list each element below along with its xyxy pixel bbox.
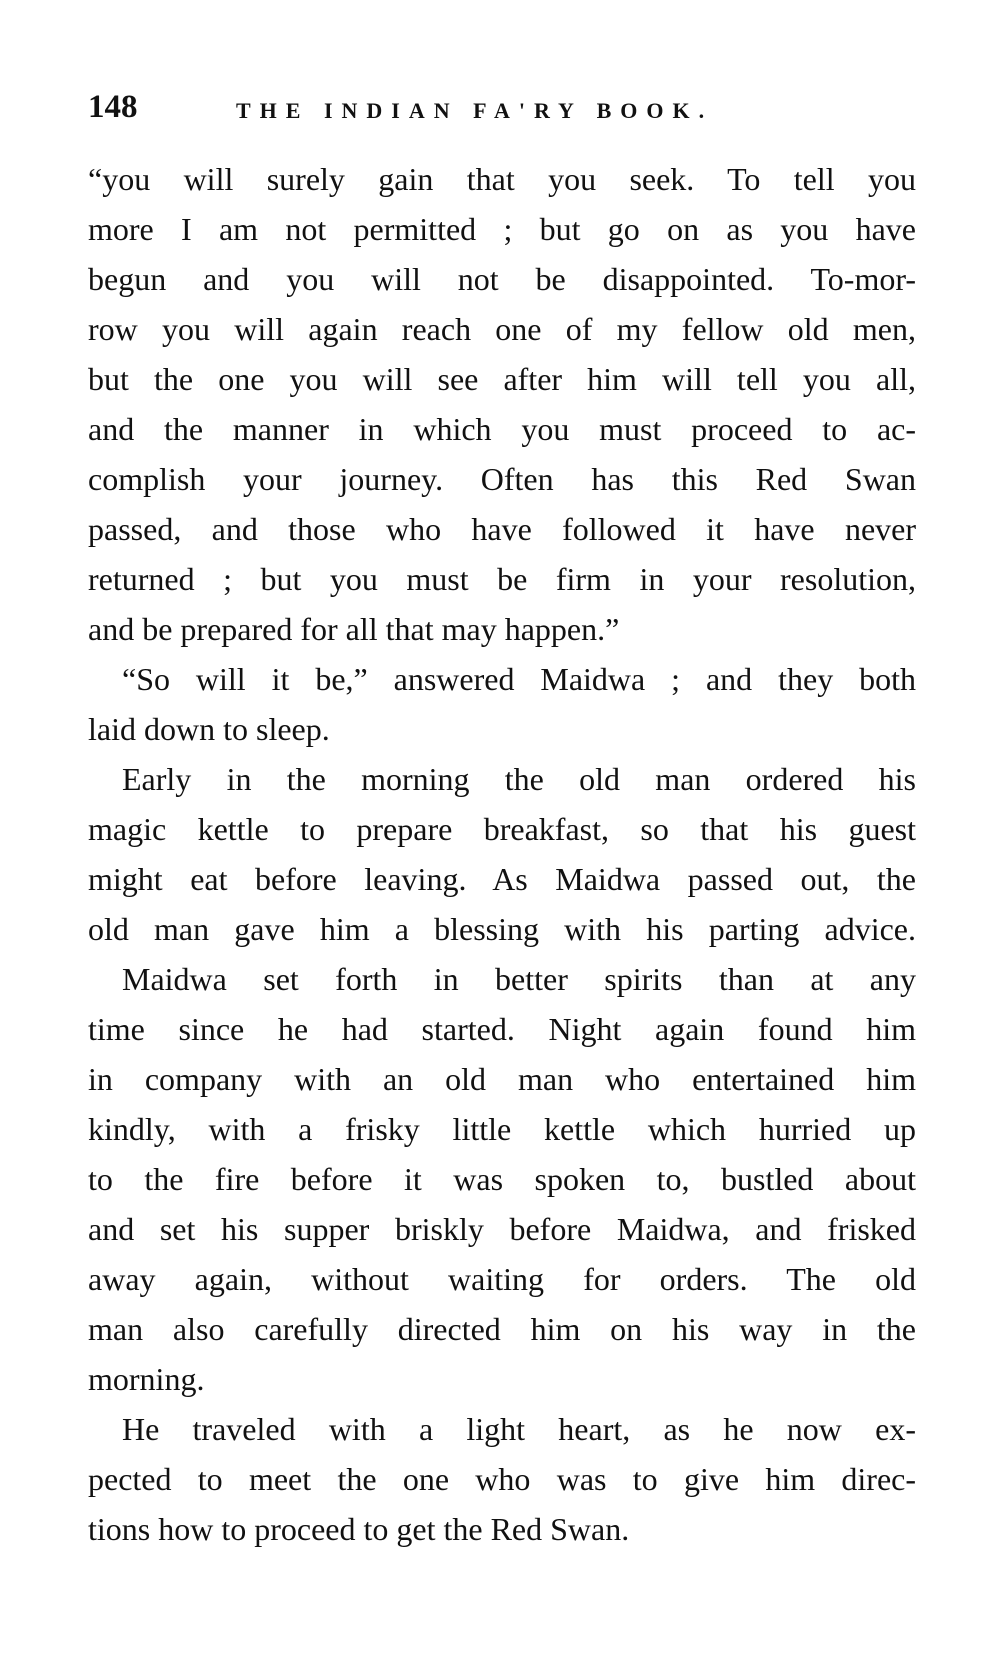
- page-body: [88, 154, 916, 1554]
- page-header: [88, 82, 888, 132]
- text-line: away again, without waiting for orders. The old: [88, 1261, 916, 1297]
- text-line: begun and you will not be disappointed. To-mor-: [88, 261, 916, 297]
- text-line: and the manner in which you must proceed to ac-: [88, 411, 916, 447]
- text-line: Early in the morning the old man ordered his: [122, 761, 916, 797]
- text-line: “So will it be,” answered Maidwa ; and they both: [122, 661, 916, 697]
- text-line: old man gave him a blessing with his parting advice.: [88, 911, 916, 947]
- text-line: to the fire before it was spoken to, bustled about: [88, 1161, 916, 1197]
- text-line: pected to meet the one who was to give him direc-: [88, 1461, 916, 1497]
- text-line: and be prepared for all that may happen.”: [88, 611, 620, 647]
- text-line: returned ; but you must be firm in your resolution,: [88, 561, 916, 597]
- text-line: “you will surely gain that you seek. To tell you: [88, 161, 916, 197]
- text-line: tions how to proceed to get the Red Swan.: [88, 1511, 630, 1547]
- running-title: THE INDIAN FA'RY BOOK.: [236, 98, 714, 123]
- text-line: might eat before leaving. As Maidwa passed out, the: [88, 861, 916, 897]
- text-line: He traveled with a light heart, as he now ex-: [122, 1411, 916, 1447]
- text-line: morning.: [88, 1361, 205, 1397]
- text-line: Maidwa set forth in better spirits than at any: [122, 961, 916, 997]
- text-line: and set his supper briskly before Maidwa, and frisked: [88, 1211, 916, 1247]
- text-line: man also carefully directed him on his way in the: [88, 1311, 916, 1347]
- page-number: 148: [88, 89, 138, 125]
- text-line: time since he had started. Night again found him: [88, 1011, 916, 1047]
- text-line: kindly, with a frisky little kettle which hurried up: [88, 1111, 916, 1147]
- text-line: complish your journey. Often has this Red Swan: [88, 461, 916, 497]
- text-line: magic kettle to prepare breakfast, so that his guest: [88, 811, 916, 847]
- text-line: in company with an old man who entertained him: [88, 1061, 916, 1097]
- text-line: passed, and those who have followed it have never: [88, 511, 916, 547]
- text-line: row you will again reach one of my fellow old men,: [88, 311, 916, 347]
- text-line: more I am not permitted ; but go on as you have: [88, 211, 916, 247]
- text-line: laid down to sleep.: [88, 711, 330, 747]
- text-line: but the one you will see after him will tell you all,: [88, 361, 916, 397]
